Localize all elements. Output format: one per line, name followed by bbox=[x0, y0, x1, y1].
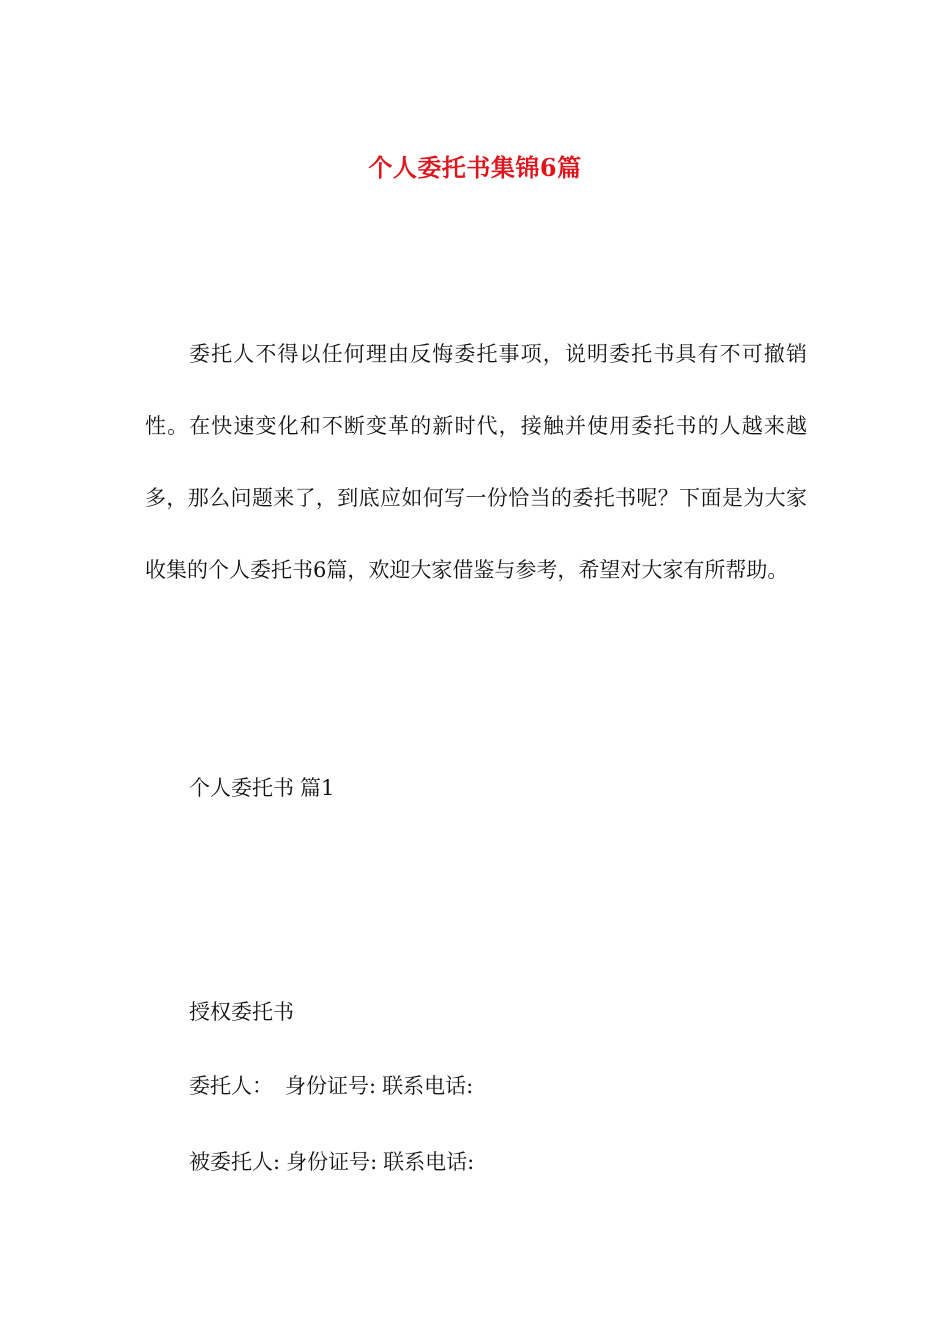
form-title: 授权委托书 bbox=[189, 1000, 294, 1024]
agent-id-label: 身份证号: bbox=[286, 1150, 378, 1174]
agent-label: 被委托人: bbox=[189, 1150, 281, 1174]
principal-info-line bbox=[189, 1066, 473, 1106]
principal-id-label: 身份证号: bbox=[285, 1074, 377, 1098]
section-label: 个人委托书 bbox=[189, 776, 294, 800]
agent-phone-label: 联系电话: bbox=[383, 1150, 475, 1174]
principal-phone-label: 联系电话: bbox=[382, 1074, 474, 1098]
section-heading bbox=[189, 768, 334, 808]
agent-info-line bbox=[189, 1142, 474, 1182]
section-number: 篇1 bbox=[300, 776, 335, 800]
intro-paragraph: 委托人不得以任何理由反悔委托事项，说明委托书具有不可撤销性。在快速变化和不断变革的新时代，接触并使用委托书的人越来越多，那么问题来了，到底应如何写一份恰当的委托书呢？下面是为大家收集的个人委托书6篇，欢迎大家借鉴与参考，希望对大家有所帮助。 bbox=[145, 342, 807, 582]
principal-label: 委托人： bbox=[189, 1074, 273, 1098]
document-title: 个人委托书集锦6篇 bbox=[368, 153, 582, 183]
